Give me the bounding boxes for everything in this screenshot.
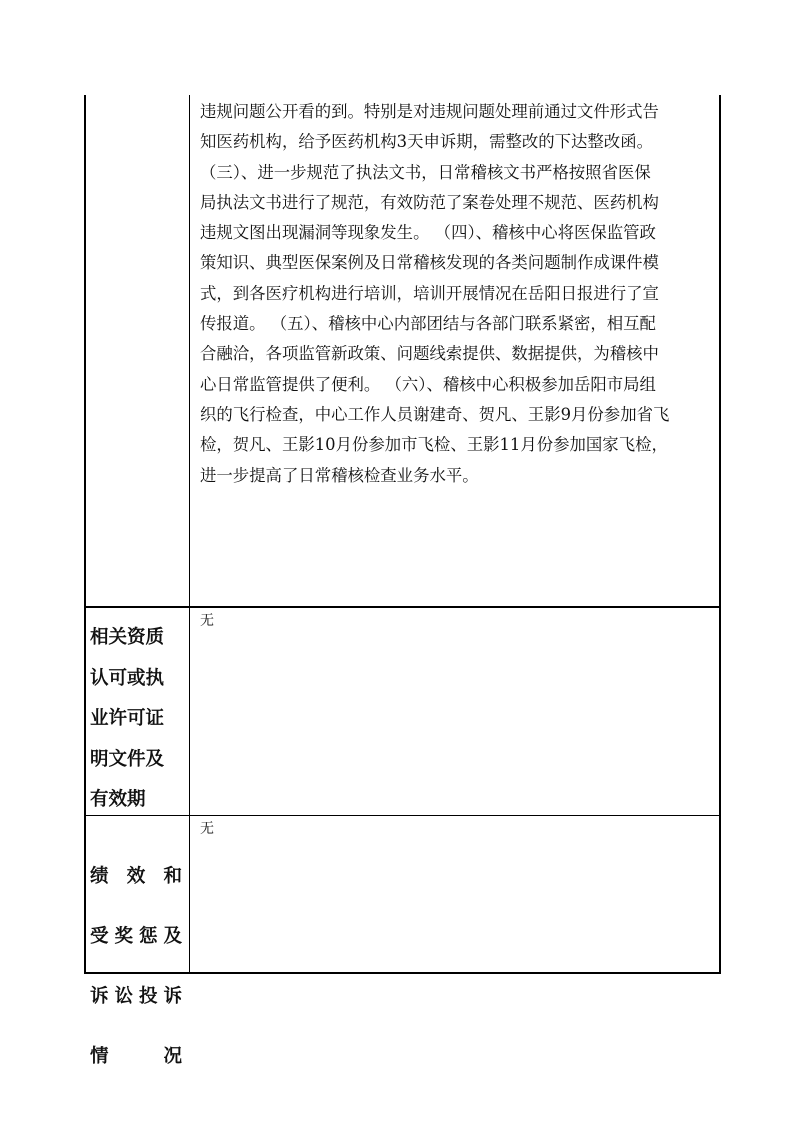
performance-content-cell: [190, 816, 719, 972]
performance-label-line: 受奖惩及: [90, 926, 182, 947]
performance-label: [90, 832, 182, 1102]
performance-value: 无: [200, 821, 214, 837]
qualification-label: 相关资质 认可或执 业许可证 明文件及 有效期: [90, 627, 165, 810]
qualification-value: 无: [200, 613, 214, 629]
performance-label-line: 绩效和: [90, 866, 182, 887]
work-activity-content-cell: [190, 95, 719, 606]
work-activity-row: [86, 95, 719, 606]
info-table: [84, 95, 721, 1067]
performance-label-line: 诉讼投诉: [90, 986, 182, 1007]
work-activity-paragraph: 违规问题公开看的到。特别是对违规问题处理前通过文件形式告 知医药机构，给予医药机构3天申诉期，需整改的下达整改函。 （三）、进一步规范了执法文书，日常稽核文书严格按照省医保 局执法文书进行了规范，有效防范了案卷处理不规范、医药机构 违规文图出现漏洞等现象发生。 （四）、稽核中心将医保监管政 策知识、典型医保案例及日常稽核发现的各类问题制作成课件模 式，到各医疗机构进行培训，培训开展情况在岳阳日报进行了宣 传报道。 （五）、稽核中心内部团结与各部门联系紧密，相互配 合融洽，各项监管新政策、问题线索提供、数据提供，为稽核中 心日常监管提供了便利。 （六）、稽核中心积极参加岳阳市局组 织的飞行检查，中心工作人员谢建奇、贺凡、王影9月份参加省飞 检，贺凡、王影10月份参加市飞检、王影11月份参加国家飞检， 进一步提高了日常稽核检查业务水平。: [200, 102, 670, 485]
qualification-row: [86, 606, 719, 815]
performance-label-cell: [86, 816, 189, 1067]
performance-row: [86, 815, 719, 1067]
performance-label-line: 情况: [90, 1046, 182, 1067]
work-activity-label-cell: [86, 95, 189, 606]
qualification-content-cell: [190, 608, 719, 815]
qualification-label-cell: [86, 608, 189, 815]
